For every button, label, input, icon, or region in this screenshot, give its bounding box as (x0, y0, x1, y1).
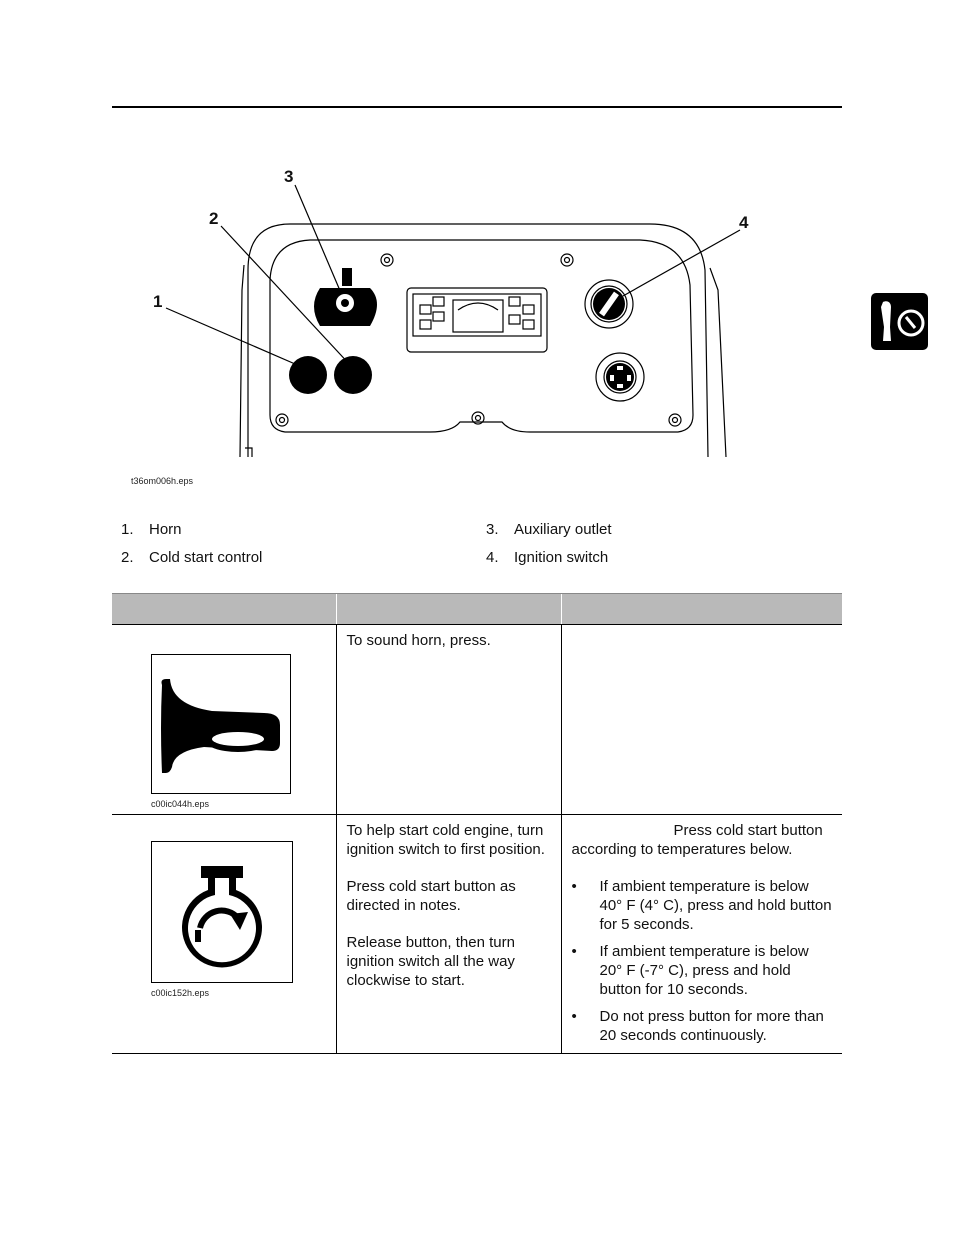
function-cell (336, 625, 561, 815)
list-item: • Do not press button for more than 20 seconds continuously. (572, 1007, 833, 1045)
legend-item-horn: 1. Horn (121, 521, 182, 538)
icon-file-ref: c00ic044h.eps (151, 799, 210, 809)
control-panel-figure (130, 160, 770, 460)
legend-item-aux-outlet: 3. Auxiliary outlet (486, 521, 612, 538)
callout-2: 2 (209, 209, 219, 228)
horn-icon (151, 654, 291, 794)
controls-table (112, 593, 842, 1054)
notes-cell (561, 625, 842, 815)
cold-start-engine-icon (151, 841, 293, 983)
header-rule (112, 106, 842, 108)
function-text: To help start cold engine, turn ignition switch to first position. (346, 822, 545, 858)
function-cell (336, 815, 561, 1054)
function-text: To sound horn, press. (346, 632, 491, 649)
figure-file-ref: t36om006h.eps (131, 476, 194, 486)
callout-4: 4 (739, 213, 749, 232)
legend-item-ignition: 4. Ignition switch (486, 549, 609, 566)
table-row (112, 625, 842, 815)
legend-item-cold-start: 2. Cold start control (121, 549, 263, 566)
function-text: Press cold start button as directed in notes. (346, 878, 516, 914)
callout-1: 1 (153, 292, 163, 311)
callout-3: 3 (284, 167, 294, 186)
operator-controls-icon (871, 293, 928, 350)
header-function (336, 594, 561, 625)
notes-intro: Press cold start button according to temperatures below. (571, 822, 823, 858)
list-item: • If ambient temperature is below 20° F (-7° C), press and hold button for 10 seconds. (572, 942, 833, 999)
symbol-cell (112, 625, 336, 815)
notes-list (572, 877, 833, 1045)
table-row (112, 815, 842, 1054)
notes-cell (561, 815, 842, 1054)
header-notes (561, 594, 842, 625)
symbol-cell (112, 815, 336, 1054)
header-symbol (112, 594, 336, 625)
list-item: • If ambient temperature is below 40° F (4° C), press and hold button for 5 seconds. (572, 877, 833, 934)
icon-file-ref: c00ic152h.eps (151, 988, 210, 998)
table-header-row (112, 594, 842, 625)
function-text: Release button, then turn ignition switch all the way clockwise to start. (346, 934, 515, 989)
